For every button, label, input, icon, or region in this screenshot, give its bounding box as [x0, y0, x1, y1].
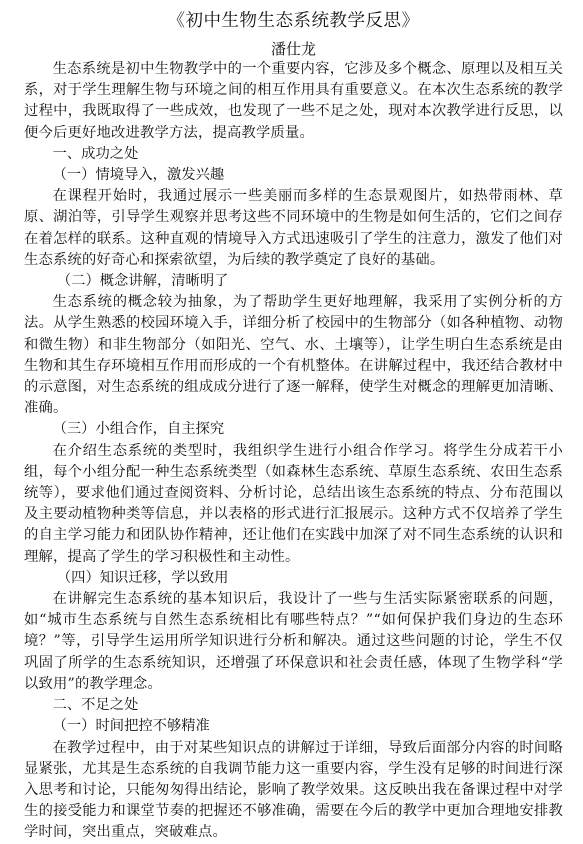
paragraph-concept-explanation: 生态系统的概念较为抽象，为了帮助学生更好地理解，我采用了实例分析的方法。从学生熟悉的校园环境入手，详细分析了校园中的生物部分（如各种植物、动物和微生物）和非生物部分（如阳光、空气、水、土壤等），让学生明白生态系统是由生物和其生存环境相互作用而形成的一个有机整体。在讲解过程中，我还结合教材中的示意图，对生态系统的组成成分进行了逐一解释，使学生对概念的理解更加清晰、准确。 — [24, 294, 563, 417]
section-heading-shortcomings: 二、不足之处 — [52, 697, 139, 714]
paragraph-group-cooperation: 在介绍生态系统的类型时，我组织学生进行小组合作学习。将学生分成若干小组，每个小组分配一种生态系统类型（如森林生态系统、草原生态系统、农田生态系统等），要求他们通过查阅资料、分析讨论，总结出该生态系统的特点、分布范围以及主要动植物种类等信息，并以表格的形式进行汇报展示。这种方式不仅培养了学生的自主学习能力和团队协作精神，还让他们在实践中加深了对不同生态系统的认识和理解，提高了学生的学习积极性和主动性。 — [24, 442, 563, 565]
paragraph-knowledge-transfer: 在讲解完生态系统的基本知识后，我设计了一些与生活实际紧密联系的问题，如“城市生态系统与自然生态系统相比有哪些特点？”“如何保护我们身边的生态环境？”等，引导学生运用所学知识进行分析和解决。通过这些问题的讨论，学生不仅巩固了所学的生态系统知识，还增强了环保意识和社会责任感，体现了生物学科“学以致用”的教学理念。 — [24, 591, 563, 692]
paragraph-time-control: 在教学过程中，由于对某些知识点的讲解过于详细，导致后面部分内容的时间略显紧张，尤其是生态系统的自我调节能力这一重要内容，学生没有足够的时间进行深入思考和讨论，只能匆匆得出结论，影响了教学效果。这反映出我在备课过程中对学生的接受能力和课堂节奏的把握还不够准确，需要在今后的教学中更加合理地安排教学时间，突出重点，突破难点。 — [24, 739, 563, 841]
author-name: 潘仕龙 — [270, 40, 316, 58]
subheading-situation-intro: （一）情境导入，激发兴趣 — [52, 167, 225, 184]
section-heading-successes: 一、成功之处 — [52, 145, 139, 162]
subheading-concept-explanation: （二）概念讲解，清晰明了 — [56, 273, 229, 290]
subheading-group-cooperation: （三）小组合作，自主探究 — [52, 421, 225, 438]
document-title: 《初中生物生态系统教学反思》 — [167, 11, 420, 31]
subheading-time-control: （一）时间把控不够精准 — [52, 718, 210, 735]
paragraph-situation-intro: 在课程开始时，我通过展示一些美丽而多样的生态景观图片，如热带雨林、草原、湖泊等，引导学生观察并思考这些不同环境中的生物是如何生活的，它们之间存在着怎样的联系。这种直观的情境导入方式迅速吸引了学生的注意力，激发了他们对生态系统的好奇心和探索欲望，为后续的教学奠定了良好的基础。 — [24, 188, 563, 268]
subheading-knowledge-transfer: （四）知识迁移，学以致用 — [56, 569, 229, 586]
intro-paragraph: 生态系统是初中生物教学中的一个重要内容，它涉及多个概念、原理以及相互关系，对于学生理解生物与环境之间的相互作用具有重要意义。在本次生态系统的教学过程中，我既取得了一些成效，也发现了一些不足之处，现对本次教学进行反思，以便今后更好地改进教学方法，提高教学质量。 — [24, 61, 563, 141]
